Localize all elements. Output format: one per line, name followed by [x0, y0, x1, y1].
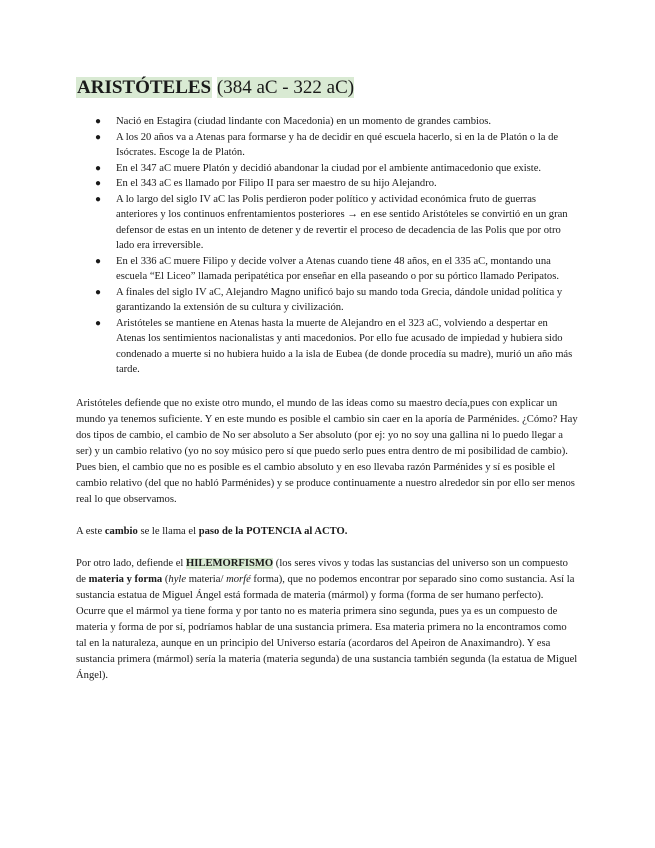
bullet-icon: ● — [95, 131, 102, 143]
bullet-icon: ● — [95, 116, 102, 127]
bullet-icon: ● — [95, 193, 102, 205]
bullet-icon: ● — [95, 178, 102, 189]
list-item: ● A lo largo del siglo IV aC las Polis perdieron poder político y actividad económica fruto de guerras anteriores y los continuos enfrentamientos posteriores → en ese sentido Aristóteles se convirtió en un gran defensor de estas en un intento de detener y de revertir el proceso de decadencia de las Polis que por otro lado era irreversible. — [95, 193, 568, 251]
list-item: ● Nació en Estagira (ciudad lindante con Macedonia) en un momento de grandes cambios. — [76, 114, 578, 130]
bullet-icon: ● — [95, 317, 102, 329]
bullet-icon: ● — [95, 162, 102, 174]
paragraph-potency-act: A este cambio se le llama el paso de la POTENCIA al ACTO. — [76, 525, 348, 537]
list-item: ● En el 336 aC muere Filipo y decide volver a Atenas cuando tiene 48 años, en el 335 aC, montando una escuela “El Liceo” llamada peripatética por enseñar en ella paseando o por su pórtico llamado Peripatos. — [95, 255, 559, 282]
hylemorphism-highlight: HILEMORFISMO — [186, 557, 274, 569]
list-item: ● A los 20 años va a Atenas para formarse y ha de decidir en qué escuela hacerlo, si en la de Platón o la de Isócrates. Escoge la de Platón. — [95, 131, 559, 158]
paragraph-change: Aristóteles defiende que no existe otro mundo, el mundo de las ideas como su maestro decía,pues con explicar un mundo ya tenemos suficiente. Y en este mundo es posible el cambio sin caer en la aporía de Parménides. ¿Cómo? Hay dos tipos de cambio, el cambio de No ser absoluto a Ser absoluto (por ej: yo no soy una gallina ni lo puedo llegar a ser) y un cambio relativo (yo no soy músico pero sí que puedo serlo pues entra dentro de mi posibilidad de cambio). Pues bien, el cambio que no es posible es el cambio absoluto y en eso llevaba razón Parménides y sí es posible el cambio relativo (del que no habló Parménides) y se produce continuamente a nuestro alrededor sin por ello ser menos real lo que observamos. — [76, 397, 578, 505]
list-item: ● En el 347 aC muere Platón y decidió abandonar la ciudad por el ambiente antimacedonio que existe. — [76, 161, 578, 177]
page-title — [76, 76, 578, 100]
bullet-icon: ● — [95, 255, 102, 267]
list-item: ● A finales del siglo IV aC, Alejandro Magno unificó bajo su mando toda Grecia, dándole unidad política y garantizando la extensión de su cultura y civilización. — [95, 286, 563, 313]
paragraph-hylemorphism: Por otro lado, defiende el HILEMORFISMO (los seres vivos y todas las sustancias del universo son un compuesto de materia y forma (hyle materia/ morfé forma), que no podemos encontrar por separado sino como sustancia. Así la sustancia estatua de Miguel Ángel está formada de materia (mármol) y forma (forma de ser humano perfecto). — [76, 557, 575, 601]
title-dates: (384 aC - 322 aC) — [216, 77, 355, 98]
title-name: ARISTÓTELES — [77, 77, 212, 98]
paragraph-prime-matter: Ocurre que el mármol ya tiene forma y por tanto no es materia primera sino segunda, pues ya es un compuesto de materia y forma de por sí, podríamos hablar de una sustancia primera. Esa materia primera no la encontramos como tal en la naturaleza, aunque en un principio del Universo estaría (acordaros del Apeiron de Anaximandro). Y esa sustancia primera (mármol) sería la materia (materia segunda) de una sustancia también segunda (la estatua de Miguel Ángel). — [76, 605, 578, 681]
list-item: ● Aristóteles se mantiene en Atenas hasta la muerte de Alejandro en el 323 aC, volviendo a despertar en Atenas los sentimientos nacionalistas y anti macedonios. Por ello fue acusado de impiedad y hubiera sido condenado a muerte si no hubiera huido a la isla de Eubea (de donde procedía su madre), murió un año más tarde. — [95, 317, 573, 375]
biography-list — [76, 114, 578, 378]
document-page — [76, 76, 578, 684]
list-item: ● En el 343 aC es llamado por Filipo II para ser maestro de su hijo Alejandro. — [76, 176, 578, 192]
bullet-icon: ● — [95, 286, 102, 298]
